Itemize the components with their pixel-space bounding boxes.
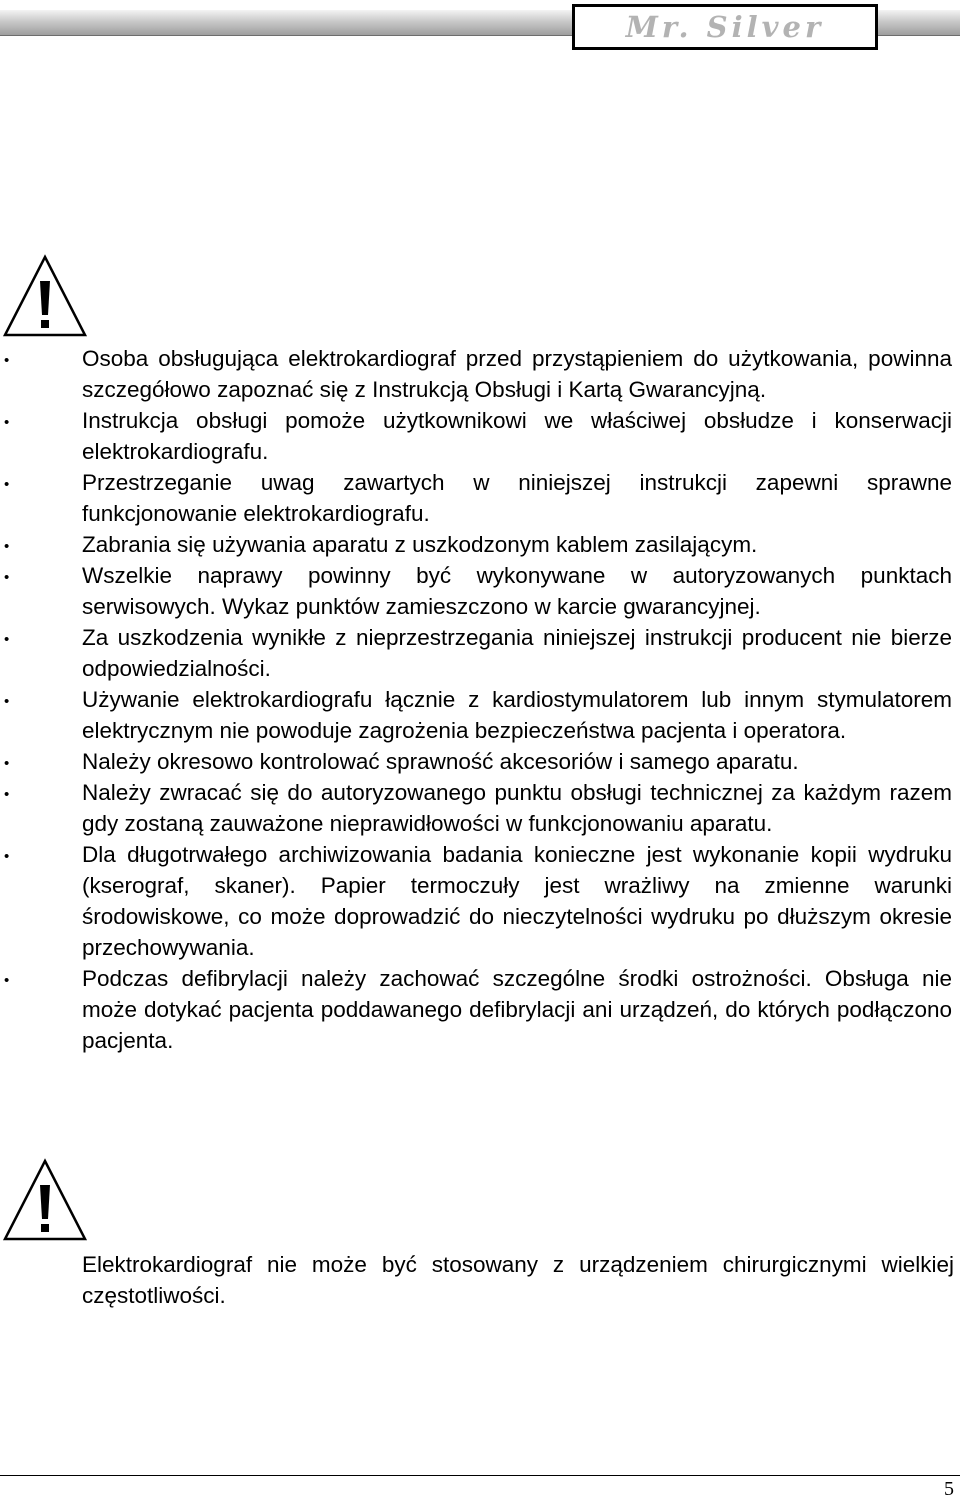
bullet-item [0,467,960,529]
safety-bullet-list [0,343,960,1056]
warning-icon [2,1158,88,1242]
header-bar-right [875,10,960,36]
bullet-item [0,560,960,622]
bullet-dot: • [4,538,10,555]
bullet-item [0,529,960,560]
bullet-item [0,405,960,467]
page-number: 5 [944,1478,954,1500]
bullet-dot: • [4,755,10,772]
bullet-text: Należy okresowo kontrolować sprawność akcesoriów i samego aparatu. [82,749,799,774]
bullet-item [0,684,960,746]
bullet-dot: • [4,476,10,493]
bullet-item [0,777,960,839]
header-bar-left [0,10,575,36]
bullet-text: Zabrania się używania aparatu z uszkodzonym kablem zasilającym. [82,532,758,557]
bullet-text: Instrukcja obsługi pomoże użytkownikowi we właściwej obsłudze i konserwacji elektrokardiografu. [82,408,952,464]
bullet-item [0,746,960,777]
bullet-item [0,963,960,1056]
bullet-dot: • [4,414,10,431]
bullet-dot: • [4,352,10,369]
bullet-text: Należy zwracać się do autoryzowanego punktu obsługi technicznej za każdym razem gdy zostaną zauważone nieprawidłowości w funkcjonowaniu aparatu. [82,780,952,836]
bullet-dot: • [4,569,10,586]
bullet-dot: • [4,631,10,648]
bullet-dot: • [4,693,10,710]
bullet-text: Dla długotrwałego archiwizowania badania konieczne jest wykonanie kopii wydruku (kserograf, skaner). Papier termoczuły jest wrażliwy na zmienne warunki środowiskowe, co może doprowadzić do nieczytelności wydruku po dłuższym okresie przechowywania. [82,842,952,960]
brand-box [572,4,878,50]
bullet-text: Osoba obsługująca elektrokardiograf przed przystąpieniem do użytkowania, powinna szczegółowo zapoznać się z Instrukcją Obsługi i Kartą Gwarancyjną. [82,346,952,402]
bullet-dot: • [4,972,10,989]
bullet-text: Podczas defibrylacji należy zachować szczególne środki ostrożności. Obsługa nie może dotykać pacjenta poddawanego defibrylacji ani urządzeń, do których podłączono pacjenta. [82,966,952,1053]
bullet-item [0,622,960,684]
warning-icon [2,254,88,338]
brand-title: Mr. Silver [625,10,825,44]
bullet-dot: • [4,786,10,803]
bullet-dot: • [4,848,10,865]
footer-rule [0,1475,960,1476]
bullet-text: Przestrzeganie uwag zawartych w niniejszej instrukcji zapewni sprawne funkcjonowanie elektrokardiografu. [82,470,952,526]
hf-surgery-warning-text: Elektrokardiograf nie może być stosowany z urządzeniem chirurgicznymi wielkiej częstotliwości. [82,1252,954,1308]
bullet-item [0,343,960,405]
bullet-text: Za uszkodzenia wynikłe z nieprzestrzegania niniejszej instrukcji producent nie bierze odpowiedzialności. [82,625,952,681]
bullet-item [0,839,960,963]
bullet-text: Używanie elektrokardiografu łącznie z kardiostymulatorem lub innym stymulatorem elektrycznym nie powoduje zagrożenia bezpieczeństwa pacjenta i operatora. [82,687,952,743]
bullet-text: Wszelkie naprawy powinny być wykonywane w autoryzowanych punktach serwisowych. Wykaz punktów zamieszczono w karcie gwarancyjnej. [82,563,952,619]
